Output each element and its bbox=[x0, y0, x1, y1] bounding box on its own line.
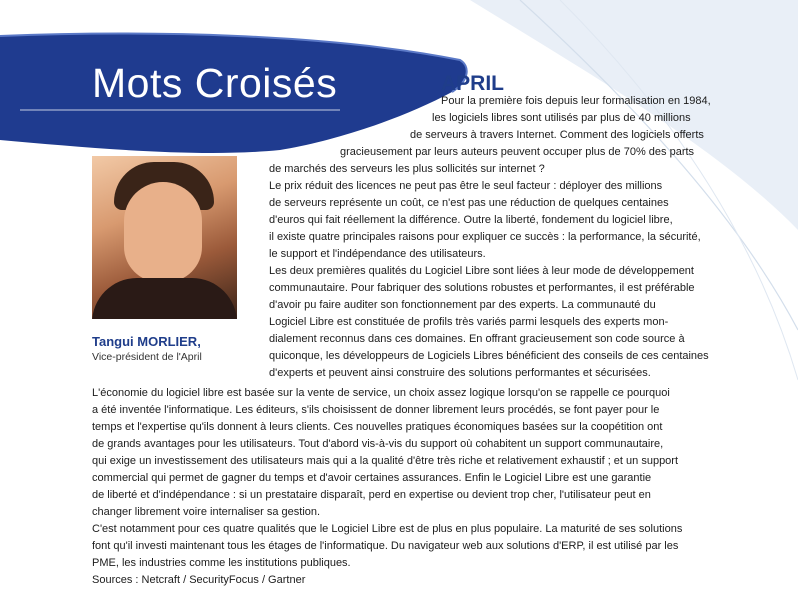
text-line: qui exige un investissement des utilisateurs mais qui a la qualité d'être très riche et relativement exhaustif ; et un support bbox=[92, 455, 679, 467]
text-line: d'experts et peuvent ainsi construire des solutions performantes et sécurisées. bbox=[269, 367, 651, 379]
text-line: quiconque, les développeurs de Logiciels Libres bénéficient des conseils de ces centaines bbox=[269, 350, 709, 362]
text-line: d'euros qui fait réellement la différence. Outre la liberté, fondement du logiciel libre, bbox=[269, 214, 673, 226]
text-line: de serveurs à travers Internet. Comment des logiciels offerts bbox=[410, 129, 704, 141]
text-line: Le prix réduit des licences ne peut pas être le seul facteur : déployer des millions bbox=[269, 180, 663, 192]
text-line: d'avoir pu faire auditer son fonctionnement par des experts. La communauté du bbox=[269, 299, 656, 311]
text-line: commercial qui permet de gagner du temps et d'avoir certaines assurances. Enfin le Logiciel Libre est une garantie bbox=[92, 472, 652, 484]
text-line: Les deux premières qualités du Logiciel Libre sont liées à leur mode de développement bbox=[269, 265, 694, 277]
text-line: Logiciel Libre est constituée de profils très variés parmi lesquels des experts mon- bbox=[269, 316, 669, 328]
text-line: dialement reconnus dans ces domaines. En offrant gracieusement son code source à bbox=[269, 333, 685, 345]
text-line: communautaire. Pour fabriquer des solutions robustes et performantes, il est préférable bbox=[269, 282, 695, 294]
text-line: L'économie du logiciel libre est basée sur la vente de service, un choix assez logique lorsqu'on se rappelle ce pourquoi bbox=[92, 387, 670, 399]
author-role: Vice-président de l'April bbox=[92, 351, 202, 363]
text-line: changer librement voire internaliser sa gestion. bbox=[92, 506, 321, 518]
text-line: Sources : Netcraft / SecurityFocus / Gartner bbox=[92, 574, 306, 586]
text-line: les logiciels libres sont utilisés par plus de 40 millions bbox=[432, 112, 691, 124]
text-line: de marchés des serveurs les plus sollicités sur internet ? bbox=[269, 163, 545, 175]
text-line: Pour la première fois depuis leur formalisation en 1984, bbox=[441, 95, 711, 107]
author-photo bbox=[92, 156, 237, 319]
text-line: de serveurs représente un coût, ce n'est pas une réduction de quelques centaines bbox=[269, 197, 669, 209]
text-line: C'est notamment pour ces quatre qualités que le Logiciel Libre est de plus en plus populaire. La maturité de ses solutions bbox=[92, 523, 683, 535]
author-name: Tangui MORLIER, bbox=[92, 334, 201, 349]
text-line: a été inventée l'informatique. Les éditeurs, s'ils choisissent de donner librement leurs procédés, se font payer pour le bbox=[92, 404, 660, 416]
page-title: Mots Croisés bbox=[92, 60, 338, 106]
text-line: font qu'il investi maintenant tous les étages de l'informatique. Du navigateur web aux solutions d'ERP, il est utilisé par les bbox=[92, 540, 679, 552]
text-line: temps et l'expertise qu'ils donnent à leurs clients. Ces nouvelles pratiques économiques basées sur la coopétition ont bbox=[92, 421, 663, 433]
text-line: le support et l'indépendance des utilisateurs. bbox=[269, 248, 486, 260]
text-line: gracieusement par leurs auteurs peuvent occuper plus de 70% des parts bbox=[340, 146, 695, 158]
text-line: de grands avantages pour les utilisateurs. Tout d'abord vis-à-vis du support où cohabitent un support communautaire, bbox=[92, 438, 664, 450]
org-heading: APRIL bbox=[441, 72, 504, 95]
text-line: il existe quatre principales raisons pour expliquer ce succès : la performance, la sécurité, bbox=[269, 231, 701, 243]
text-line: de liberté et d'indépendance : si un prestataire disparaît, perd en expertise ou devient trop cher, l'utilisateur peut en bbox=[92, 489, 651, 501]
text-line: PME, les industries comme les institutions publiques. bbox=[92, 557, 351, 569]
